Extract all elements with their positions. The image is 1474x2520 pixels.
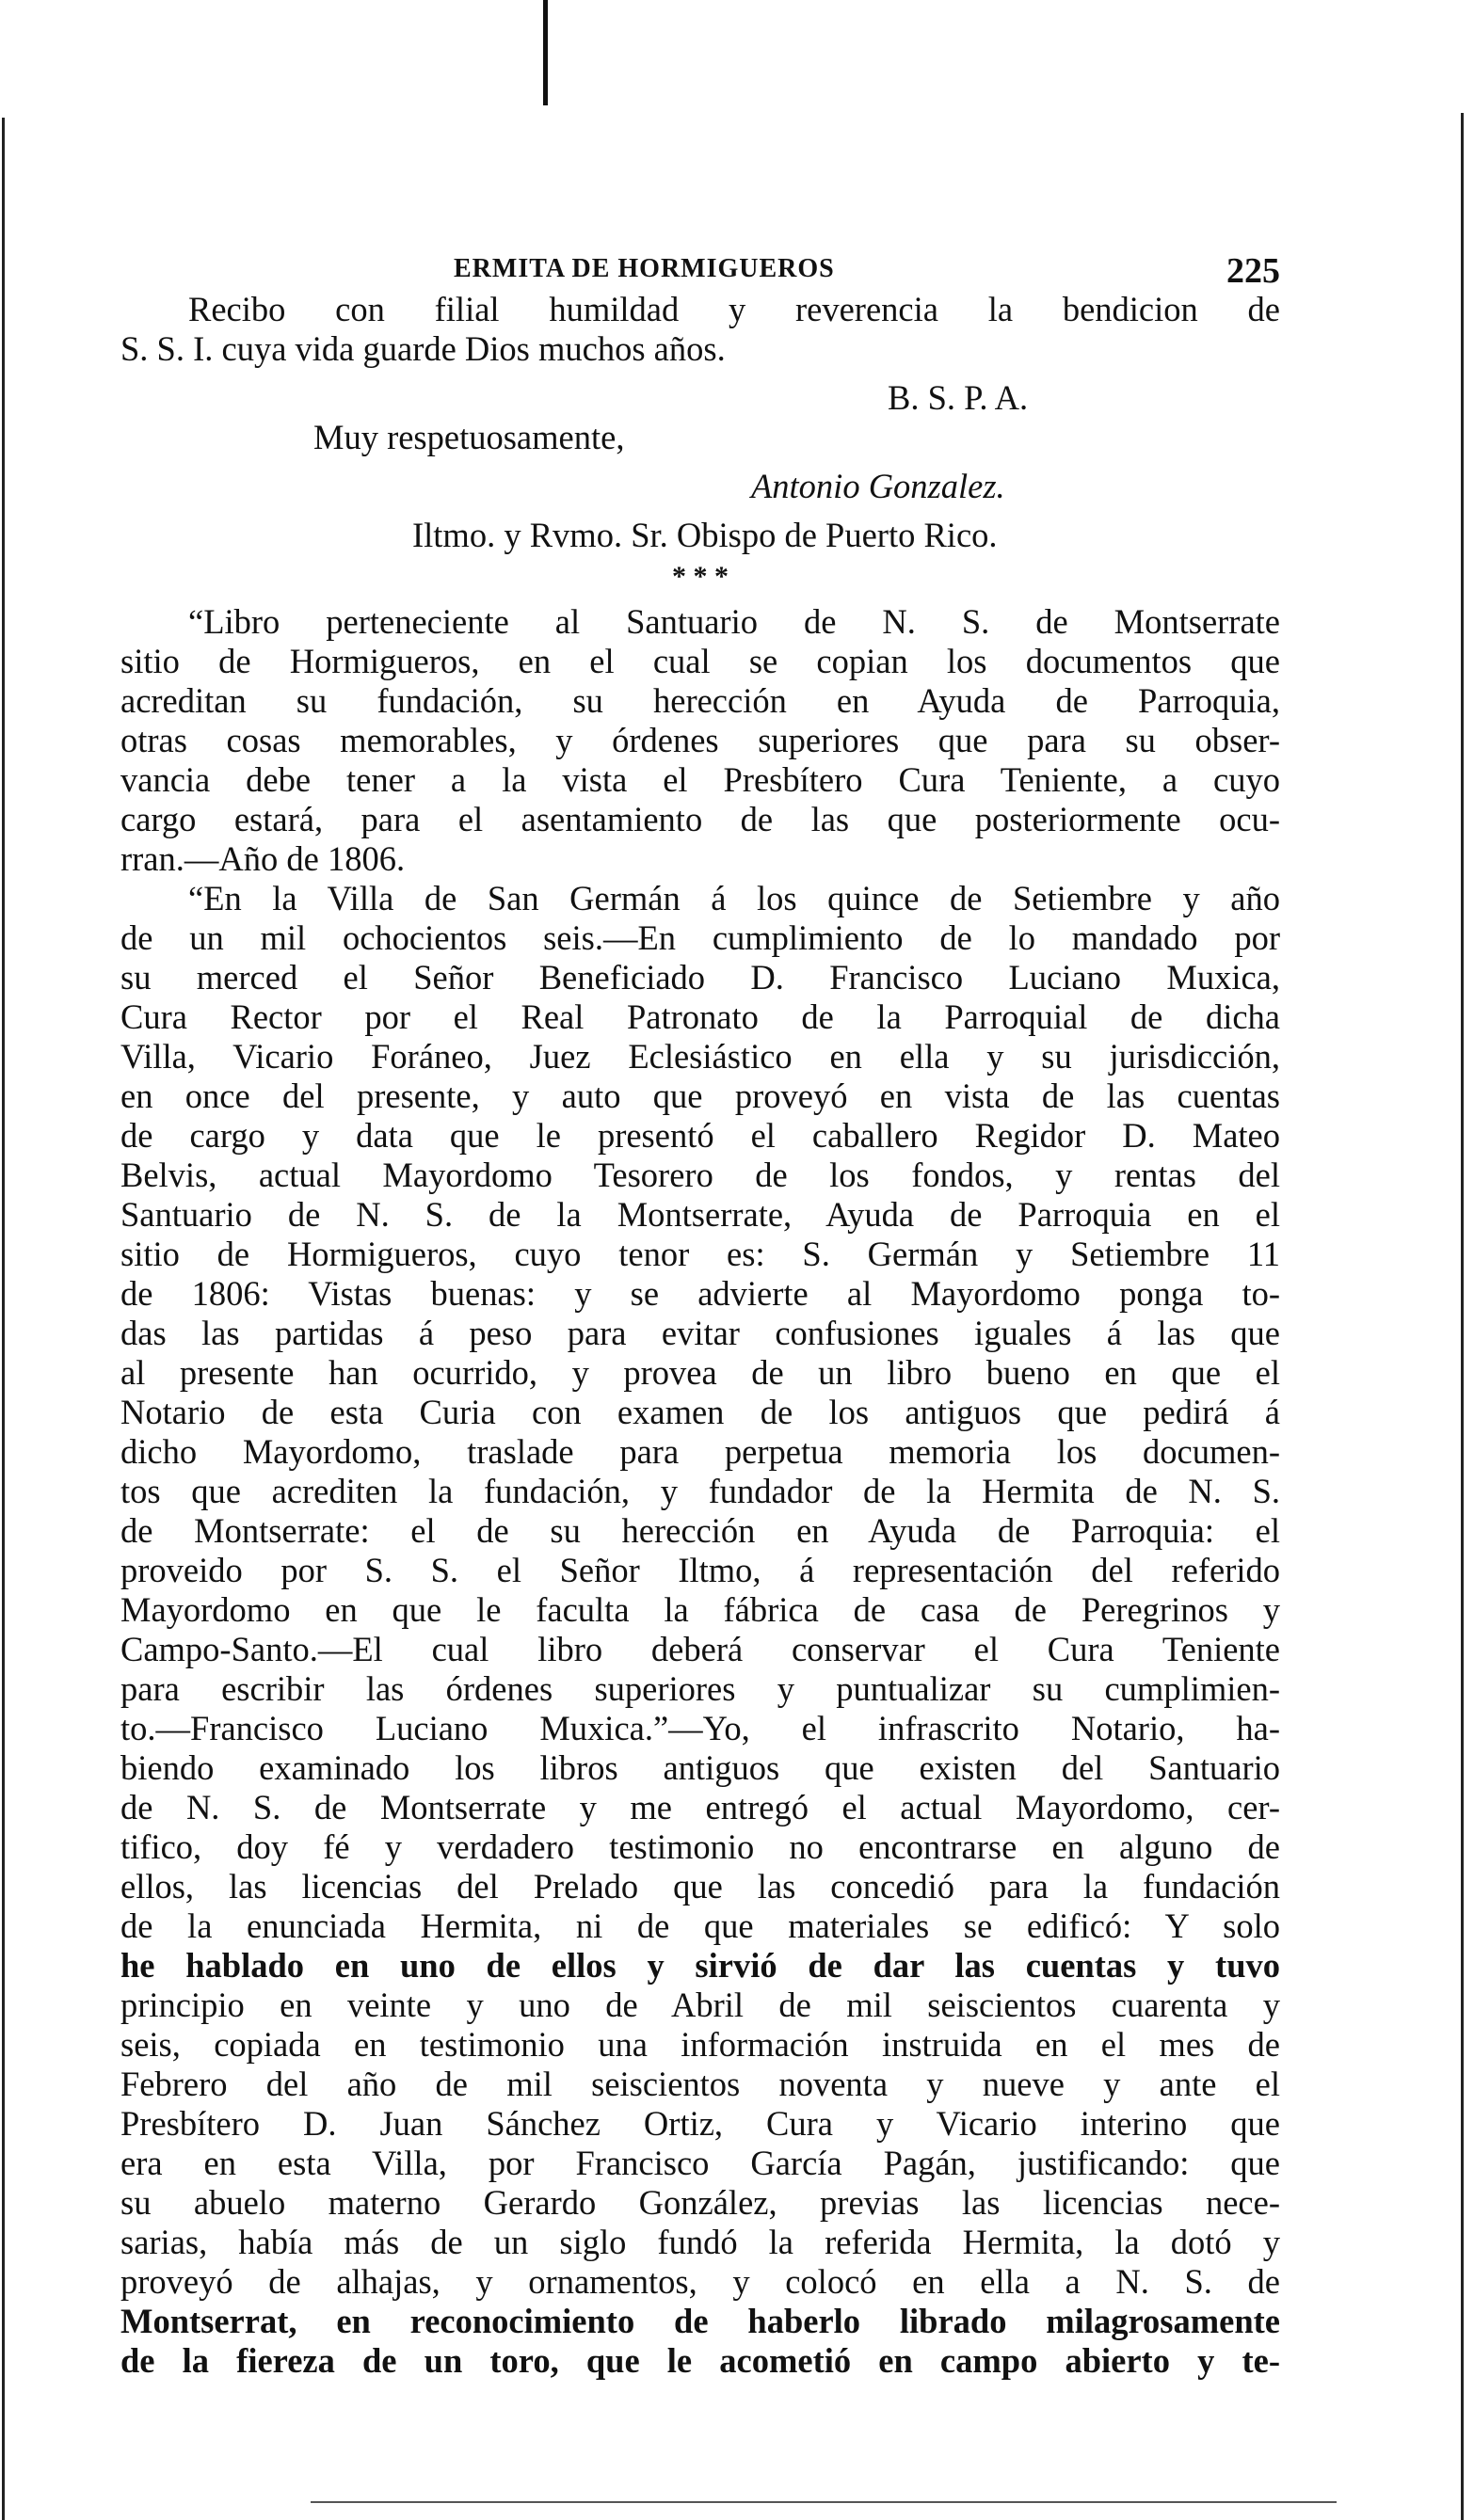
letter-line: Recibo con filial humildad y reverencia la bendicion de <box>188 290 1280 328</box>
page-number: 225 <box>1226 251 1280 291</box>
page-header <box>120 243 1280 290</box>
body-line: de Montserrate: el de su herección en Ayuda de Parroquia: el <box>120 1511 1280 1550</box>
body-line: de un mil ochocientos seis.—En cumplimiento de lo mandado por <box>120 918 1280 957</box>
body-line: sitio de Hormigueros, cuyo tenor es: S. Germán y Setiembre 11 <box>120 1235 1280 1273</box>
body-line: seis, copiada en testimonio una información instruida en el mes de <box>120 2025 1280 2064</box>
body-line: era en esta Villa, por Francisco García Pagán, justificando: que <box>120 2144 1280 2182</box>
body-line: Mayordomo en que le faculta la fábrica de casa de Peregrinos y <box>120 1590 1280 1629</box>
body-line: rran.—Año de 1806. <box>120 839 406 878</box>
section-separator: * * * <box>672 561 729 592</box>
body-line: he hablado en uno de ellos y sirvió de dar las cuentas y tuvo <box>120 1946 1280 1985</box>
body-line: para escribir las órdenes superiores y puntualizar su cumplimien- <box>120 1669 1280 1708</box>
closing-phrase: Muy respetuosamente, <box>313 418 625 456</box>
body-line: “Libro perteneciente al Santuario de N. S. de Montserrate <box>188 602 1280 641</box>
body-line: Villa, Vicario Foráneo, Juez Eclesiástico en ella y su jurisdicción, <box>120 1037 1280 1076</box>
body-line: en once del presente, y auto que proveyó en vista de las cuentas <box>120 1077 1280 1115</box>
body-line: Notario de esta Curia con examen de los antiguos que pedirá á <box>120 1393 1280 1431</box>
body-line: to.—Francisco Luciano Muxica.”—Yo, el infrascrito Notario, ha- <box>120 1709 1280 1747</box>
body-line: proveido por S. S. el Señor Iltmo, á representación del referido <box>120 1551 1280 1589</box>
body-line: tifico, doy fé y verdadero testimonio no encontrarse en alguno de <box>120 1827 1280 1866</box>
body-line: Montserrat, en reconocimiento de haberlo librado milagrosamente <box>120 2302 1280 2340</box>
body-line: principio en veinte y uno de Abril de mil seiscientos cuarenta y <box>120 1986 1280 2024</box>
body-line: otras cosas memorables, y órdenes superiores que para su obser- <box>120 721 1280 759</box>
body-line: acreditan su fundación, su herección en Ayuda de Parroquia, <box>120 681 1280 720</box>
running-title: ERMITA DE HORMIGUEROS <box>454 254 835 283</box>
body-line: Santuario de N. S. de la Montserrate, Ayuda de Parroquia en el <box>120 1195 1280 1234</box>
closing-abbreviation: B. S. P. A. <box>888 378 1029 417</box>
body-line: de 1806: Vistas buenas: y se advierte al Mayordomo ponga to- <box>120 1274 1280 1313</box>
body-line: de cargo y data que le presentó el caballero Regidor D. Mateo <box>120 1116 1280 1155</box>
addressee: Iltmo. y Rvmo. Sr. Obispo de Puerto Rico. <box>412 516 998 554</box>
body-line: de N. S. de Montserrate y me entregó el actual Mayordomo, cer- <box>120 1788 1280 1826</box>
body-line: cargo estará, para el asentamiento de las que posteriormente ocu- <box>120 800 1280 838</box>
body-line: sarias, había más de un siglo fundó la referida Hermita, la dotó y <box>120 2223 1280 2261</box>
body-line: sitio de Hormigueros, en el cual se copian los documentos que <box>120 642 1280 680</box>
body-text <box>120 602 1280 2381</box>
body-line: su abuelo materno Gerardo González, previas las licencias nece- <box>120 2183 1280 2222</box>
binding-mark <box>543 0 548 105</box>
letter-line: S. S. I. cuya vida guarde Dios muchos años. <box>120 329 726 368</box>
bottom-page-edge <box>311 2501 1337 2503</box>
body-line: Campo-Santo.—El cual libro deberá conservar el Cura Teniente <box>120 1630 1280 1668</box>
body-line: su merced el Señor Beneficiado D. Francisco Luciano Muxica, <box>120 958 1280 997</box>
right-page-edge <box>1461 113 1464 2520</box>
body-line: ellos, las licencias del Prelado que las concedió para la fundación <box>120 1867 1280 1906</box>
body-line: de la enunciada Hermita, ni de que materiales se edificó: Y solo <box>120 1906 1280 1945</box>
body-line: das las partidas á peso para evitar confusiones iguales á las que <box>120 1314 1280 1352</box>
body-line: proveyó de alhajas, y ornamentos, y colocó en ella a N. S. de <box>120 2262 1280 2301</box>
signature: Antonio Gonzalez. <box>751 467 1005 505</box>
body-line: Presbítero D. Juan Sánchez Ortiz, Cura y Vicario interino que <box>120 2104 1280 2143</box>
body-line: Febrero del año de mil seiscientos noventa y nueve y ante el <box>120 2065 1280 2103</box>
body-line: al presente han ocurrido, y provea de un libro bueno en que el <box>120 1353 1280 1392</box>
body-line: Cura Rector por el Real Patronato de la Parroquial de dicha <box>120 997 1280 1036</box>
left-page-edge <box>2 118 5 2520</box>
body-line: dicho Mayordomo, traslade para perpetua memoria los documen- <box>120 1432 1280 1471</box>
book-page <box>120 243 1280 2381</box>
body-line: tos que acrediten la fundación, y fundador de la Hermita de N. S. <box>120 1472 1280 1510</box>
body-line: vancia debe tener a la vista el Presbítero Cura Teniente, a cuyo <box>120 760 1280 799</box>
body-line: Belvis, actual Mayordomo Tesorero de los fondos, y rentas del <box>120 1156 1280 1194</box>
body-line: de la fiereza de un toro, que le acometió en campo abierto y te- <box>120 2341 1280 2380</box>
body-line: “En la Villa de San Germán á los quince de Setiembre y año <box>188 879 1280 917</box>
body-line: biendo examinado los libros antiguos que existen del Santuario <box>120 1748 1280 1787</box>
